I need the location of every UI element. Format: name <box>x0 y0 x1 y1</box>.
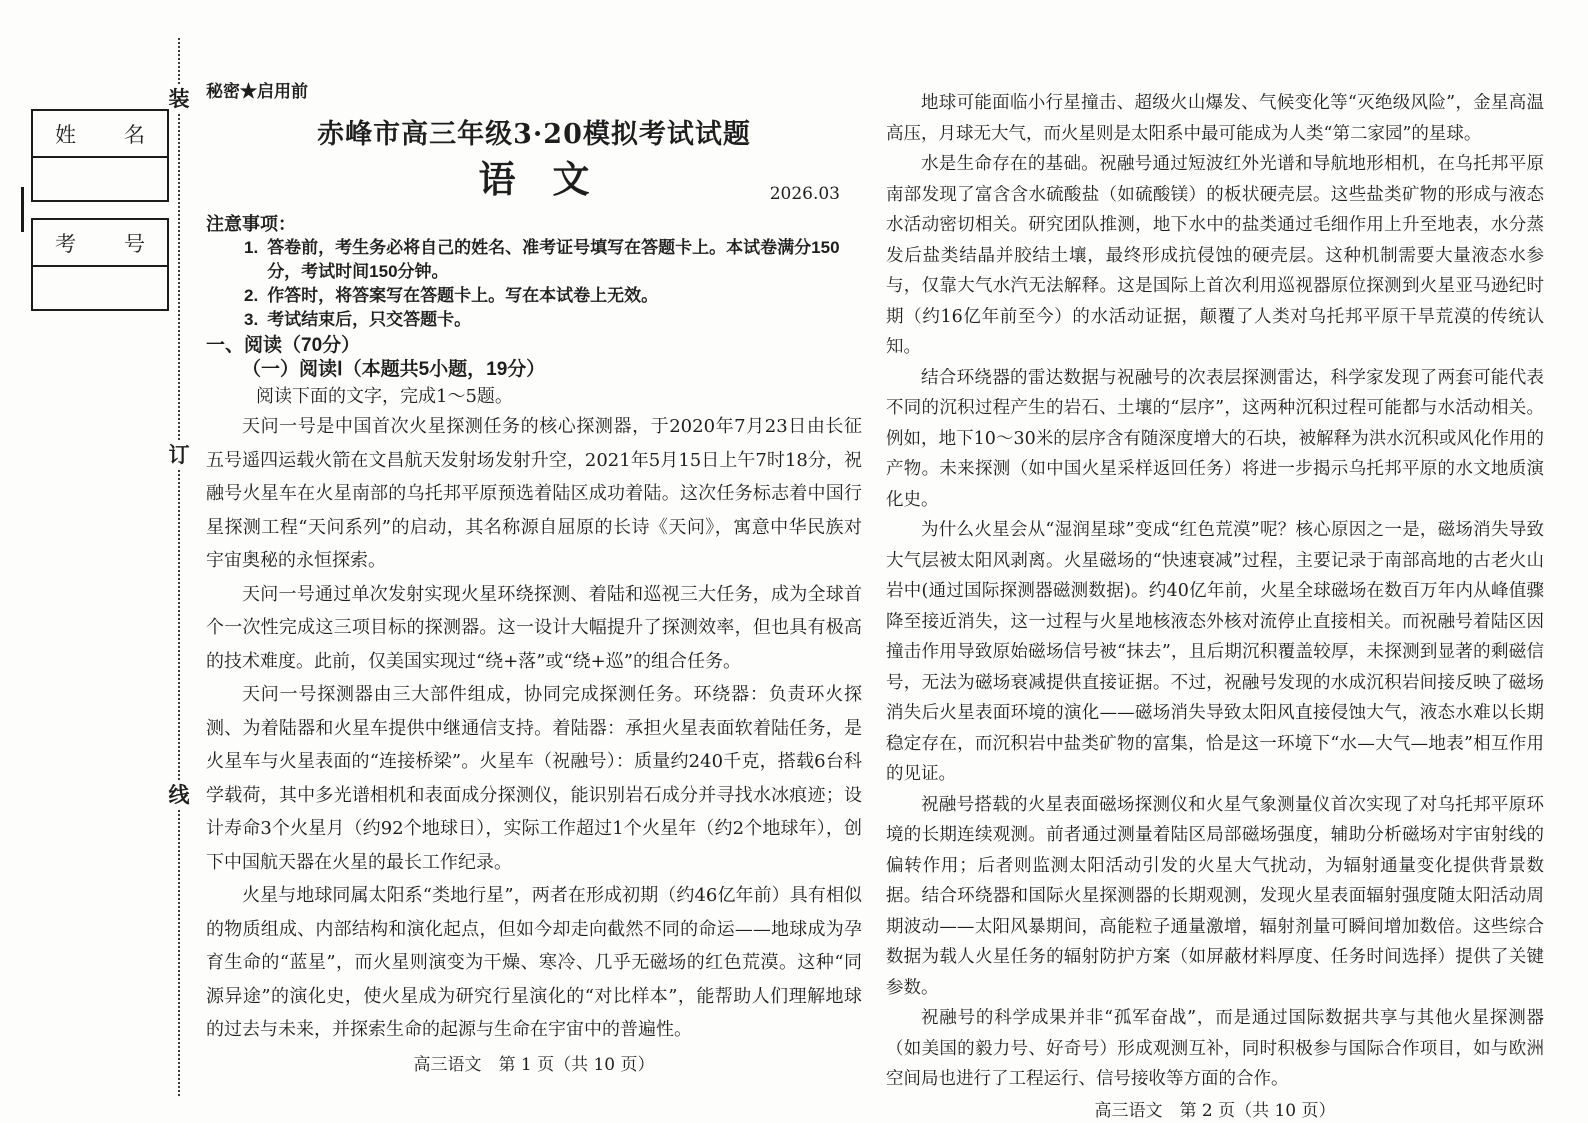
name-field-box <box>31 109 169 202</box>
note-text: 作答时，将答案写在答题卡上。写在本试卷上无效。 <box>267 286 659 305</box>
note-text: 答卷前，考生务必将自己的姓名、准考证号填写在答题卡上。本试卷满分150分，考试时间150分钟。 <box>267 238 840 281</box>
number-label-char-1: 考 <box>55 231 76 256</box>
passage-paragraph: 祝融号的科学成果并非“孤军奋战”，而是通过国际数据共享与其他火星探测器（如美国的毅力号、好奇号）形成观测互补，同时积极参与国际合作项目，如与欧洲空间局也进行了工程运行、信号接收等方面的合作。 <box>886 1008 1544 1089</box>
passage-page-1 <box>206 410 862 1047</box>
section-heading-reading: 一、阅读（70分） <box>206 335 361 356</box>
binding-dotted-line <box>178 38 180 1096</box>
note-number: 2. <box>244 286 259 305</box>
page-2-footer: 高三语文 第 2 页（共 10 页） <box>1094 1100 1336 1121</box>
scan-artifact-mark <box>21 187 24 232</box>
exam-number-field-box <box>31 218 169 311</box>
name-label-char-2: 名 <box>124 122 145 147</box>
name-label-char-1: 姓 <box>55 122 76 147</box>
note-number: 3. <box>244 310 259 329</box>
passage-paragraph: 天问一号探测器由三大部件组成，协同完成探测任务。环绕器：负责环火探测、为着陆器和火星车提供中继通信支持。着陆器：承担火星表面软着陆任务，是火星车与火星表面的“连接桥梁”。火星车（祝融号）：质量约240千克，搭载6台科学载荷，其中多光谱相机和表面成分探测仪，能识别岩石成分并寻找水冰痕迹；设计寿命3个火星月（约92个地球日），实际工作超过1个火星年（约2个地球年），创下中国航天器在火星的最长工作纪录。 <box>206 684 862 873</box>
reading-instruction: 阅读下面的文字，完成1～5题。 <box>256 386 513 407</box>
passage-paragraph: 地球可能面临小行星撞击、超级火山爆发、气候变化等“灭绝级风险”，金星高温高压，月球无大气，而火星则是太阳系中最可能成为人类“第二家园”的星球。 <box>886 93 1544 144</box>
binding-label-zhuang: 装 <box>164 86 194 112</box>
exam-page-2 <box>886 88 1544 1123</box>
number-label-char-2: 号 <box>124 231 145 256</box>
name-field-label <box>33 111 167 158</box>
passage-paragraph: 火星与地球同属太阳系“类地行星”，两者在形成初期（约46亿年前）具有相似的物质组成、内部结构和演化起点，但如今却走向截然不同的命运——地球成为孕育生命的“蓝星”，而火星则演变为干燥、寒冷、几乎无磁场的红色荒漠。这种“同源异途”的演化史，使火星成为研究行星演化的“对比样本”，能帮助人们理解地球的过去与未来，并探索生命的起源与生命在宇宙中的普遍性。 <box>206 885 862 1040</box>
note-item-1 <box>244 236 862 284</box>
binding-label-ding: 订 <box>164 442 194 468</box>
subsection-heading-reading-1: （一）阅读Ⅰ（本题共5小题，19分） <box>242 359 546 380</box>
notes-list <box>206 236 862 332</box>
exam-date: 2026.03 <box>769 184 840 204</box>
passage-paragraph: 天问一号是中国首次火星探测任务的核心探测器，于2020年7月23日由长征五号遥四运载火箭在文昌航天发射场发射升空，2021年5月15日上午7时18分，祝融号火星车在火星南部的乌托邦平原预选着陆区成功着陆。这次任务标志着中国行星探测工程“天问系列”的启动，其名称源自屈原的长诗《天问》，寓意中华民族对宇宙奥秘的永恒探索。 <box>206 416 862 571</box>
secrecy-notice: 秘密★启用前 <box>206 82 308 101</box>
passage-paragraph: 结合环绕器的雷达数据与祝融号的次表层探测雷达，科学家发现了两套可能代表不同的沉积过程产生的岩石、土壤的“层序”，这两种沉积过程可能都与水活动相关。例如，地下10～30米的层序含有随深度增大的石块，被解释为洪水沉积或风化作用的产物。未来探测（如中国火星采样返回任务）将进一步揭示乌托邦平原的水文地质演化史。 <box>886 367 1544 510</box>
subject-title: 语 文 <box>478 157 590 201</box>
exam-number-field-input[interactable] <box>33 267 167 309</box>
passage-paragraph: 天问一号通过单次发射实现火星环绕探测、着陆和巡视三大任务，成为全球首个一次性完成这三项目标的探测器。这一设计大幅提升了探测效率，但也具有极高的技术难度。此前，仅美国实现过“绕+落”或“绕+巡”的组合任务。 <box>206 583 862 672</box>
passage-paragraph: 为什么火星会从“湿润星球”变成“红色荒漠”呢？核心原因之一是，磁场消失导致大气层被太阳风剥离。火星磁场的“快速衰减”过程，主要记录于南部高地的古老火山岩中(通过国际探测器磁测数据)。约40亿年前，火星全球磁场在数百万年内从峰值骤降至接近消失，这一过程与火星地核液态外核对流停止直接相关。而祝融号着陆区因撞击作用导致原始磁场信号被“抹去”，且后期沉积覆盖较厚，未探测到显著的剩磁信号，无法为磁场衰减提供直接证据。不过，祝融号发现的水成沉积岩间接反映了磁场消失后火星表面环境的演化——磁场消失导致太阳风直接侵蚀大气，液态水难以长期稳定存在，而沉积岩中盐类矿物的富集，恰是这一环境下“水—大气—地表”相互作用的见证。 <box>886 520 1544 784</box>
note-item-3 <box>244 308 862 332</box>
notes-heading: 注意事项： <box>206 214 296 234</box>
exam-page-1 <box>206 80 862 1077</box>
note-number: 1. <box>244 238 259 257</box>
note-text: 考试结束后，只交答题卡。 <box>267 310 472 329</box>
passage-page-2 <box>886 88 1544 1095</box>
binding-label-xian: 线 <box>164 782 194 808</box>
exam-number-field-label <box>33 220 167 267</box>
passage-paragraph: 水是生命存在的基础。祝融号通过短波红外光谱和导航地形相机，在乌托邦平原南部发现了富含含水硫酸盐（如硫酸镁）的板状硬壳层。这些盐类矿物的形成与液态水活动密切相关。研究团队推测，地下水中的盐类通过毛细作用上升至地表，水分蒸发后盐类结晶并胶结土壤，最终形成抗侵蚀的硬壳层。这种机制需要大量液态水参与，仅靠大气水汽无法解释。这是国际上首次利用巡视器原位探测到火星亚马逊纪时期（约16亿年前至今）的水活动证据，颠覆了人类对乌托邦平原干旱荒漠的传统认知。 <box>886 154 1544 357</box>
page-1-footer: 高三语文 第 1 页（共 10 页） <box>413 1054 655 1075</box>
note-item-2 <box>244 284 862 308</box>
name-field-input[interactable] <box>33 158 167 200</box>
passage-paragraph: 祝融号搭载的火星表面磁场探测仪和火星气象测量仪首次实现了对乌托邦平原环境的长期连续观测。前者通过测量着陆区局部磁场强度，辅助分析磁场对宇宙射线的偏转作用；后者则监测太阳活动引发的火星大气扰动，为辐射通量变化提供背景数据。结合环绕器和国际火星探测器的长期观测，发现火星表面辐射强度随太阳活动周期波动——太阳风暴期间，高能粒子通量激增，辐射剂量可瞬间增加数倍。这些综合数据为载人火星任务的辐射防护方案（如屏蔽材料厚度、任务时间选择）提供了关键参数。 <box>886 794 1544 998</box>
exam-title: 赤峰市高三年级3·20模拟考试试题 <box>317 119 751 150</box>
